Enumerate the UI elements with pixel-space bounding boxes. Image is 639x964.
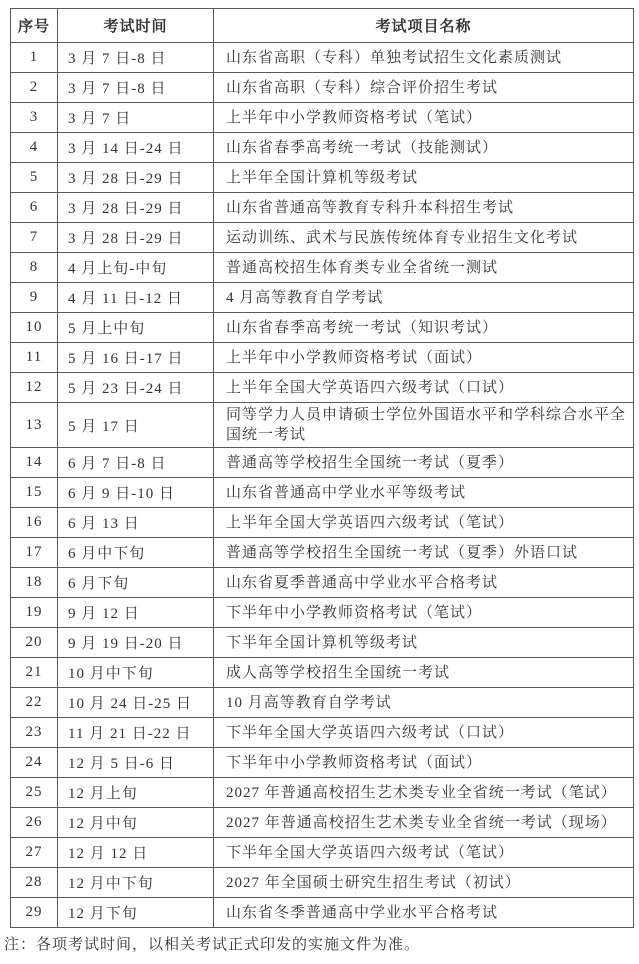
cell-no: 18 [11,568,58,598]
cell-time: 12 月 12 日 [58,838,214,868]
cell-no: 11 [11,343,58,373]
cell-no: 26 [11,808,58,838]
cell-name: 上半年全国计算机等级考试 [214,163,634,193]
cell-time: 9 月 19 日-20 日 [58,628,214,658]
cell-name: 上半年全国大学英语四六级考试（笔试） [214,508,634,538]
cell-no: 1 [11,43,58,73]
cell-no: 4 [11,133,58,163]
cell-time: 4 月 11 日-12 日 [58,283,214,313]
cell-no: 22 [11,688,58,718]
cell-time: 12 月下旬 [58,898,214,928]
cell-no: 9 [11,283,58,313]
cell-no: 5 [11,163,58,193]
table-row [11,748,634,778]
cell-time: 3 月 7 日-8 日 [58,73,214,103]
cell-no: 19 [11,598,58,628]
cell-no: 16 [11,508,58,538]
table-row [11,868,634,898]
table-row [11,718,634,748]
cell-name: 普通高校招生体育类专业全省统一测试 [214,253,634,283]
table-row [11,538,634,568]
cell-name: 成人高等学校招生全国统一考试 [214,658,634,688]
cell-time: 6 月下旬 [58,568,214,598]
cell-name: 山东省高职（专科）单独考试招生文化素质测试 [214,43,634,73]
cell-time: 3 月 28 日-29 日 [58,193,214,223]
cell-time: 5 月 17 日 [58,403,214,448]
table-row [11,598,634,628]
cell-time: 12 月中下旬 [58,868,214,898]
cell-name: 山东省春季高考统一考试（知识考试） [214,313,634,343]
cell-name: 4 月高等教育自学考试 [214,283,634,313]
cell-no: 7 [11,223,58,253]
cell-name: 下半年中小学教师资格考试（笔试） [214,598,634,628]
cell-name: 上半年中小学教师资格考试（面试） [214,343,634,373]
table-row [11,658,634,688]
cell-name: 上半年中小学教师资格考试（笔试） [214,103,634,133]
cell-time: 3 月 28 日-29 日 [58,163,214,193]
cell-time: 6 月 7 日-8 日 [58,448,214,478]
cell-name: 10 月高等教育自学考试 [214,688,634,718]
cell-name: 上半年全国大学英语四六级考试（口试） [214,373,634,403]
cell-no: 8 [11,253,58,283]
cell-name: 下半年全国大学英语四六级考试（笔试） [214,838,634,868]
cell-no: 3 [11,103,58,133]
cell-name: 山东省普通高等教育专科升本科招生考试 [214,193,634,223]
cell-no: 20 [11,628,58,658]
table-row [11,133,634,163]
cell-no: 14 [11,448,58,478]
cell-no: 27 [11,838,58,868]
cell-no: 2 [11,73,58,103]
cell-name: 同等学力人员申请硕士学位外国语水平和学科综合水平全国统一考试 [214,403,634,448]
cell-time: 5 月 23 日-24 日 [58,373,214,403]
table-row [11,403,634,448]
cell-time: 3 月 7 日-8 日 [58,43,214,73]
cell-no: 23 [11,718,58,748]
header-row [11,9,634,43]
table-row [11,688,634,718]
table-row [11,478,634,508]
cell-time: 12 月上旬 [58,778,214,808]
cell-no: 28 [11,868,58,898]
exam-schedule-table [10,8,634,928]
cell-no: 17 [11,538,58,568]
table-row [11,448,634,478]
table-row [11,373,634,403]
cell-no: 24 [11,748,58,778]
cell-name: 下半年中小学教师资格考试（面试） [214,748,634,778]
column-header-time: 考试时间 [58,9,214,43]
cell-time: 3 月 14 日-24 日 [58,133,214,163]
cell-no: 6 [11,193,58,223]
table-row [11,508,634,538]
cell-time: 11 月 21 日-22 日 [58,718,214,748]
cell-no: 25 [11,778,58,808]
cell-name: 普通高等学校招生全国统一考试（夏季）外语口试 [214,538,634,568]
cell-time: 9 月 12 日 [58,598,214,628]
cell-name: 下半年全国大学英语四六级考试（口试） [214,718,634,748]
cell-name: 山东省冬季普通高中学业水平合格考试 [214,898,634,928]
table-row [11,778,634,808]
cell-no: 12 [11,373,58,403]
cell-name: 山东省春季高考统一考试（技能测试） [214,133,634,163]
cell-time: 5 月 16 日-17 日 [58,343,214,373]
table-row [11,193,634,223]
cell-name: 山东省高职（专科）综合评价招生考试 [214,73,634,103]
cell-time: 6 月中下旬 [58,538,214,568]
cell-time: 12 月中旬 [58,808,214,838]
table-row [11,253,634,283]
table-row [11,43,634,73]
cell-name: 普通高等学校招生全国统一考试（夏季） [214,448,634,478]
table-row [11,808,634,838]
cell-name: 山东省夏季普通高中学业水平合格考试 [214,568,634,598]
footnote: 注：各项考试时间，以相关考试正式印发的实施文件为准。 [4,937,421,953]
cell-no: 29 [11,898,58,928]
column-header-name: 考试项目名称 [214,9,634,43]
cell-time: 10 月中下旬 [58,658,214,688]
cell-time: 3 月 7 日 [58,103,214,133]
table-row [11,163,634,193]
cell-name: 山东省普通高中学业水平等级考试 [214,478,634,508]
cell-time: 3 月 28 日-29 日 [58,223,214,253]
table-row [11,838,634,868]
cell-name: 2027 年普通高校招生艺术类专业全省统一考试（现场） [214,808,634,838]
table-row [11,628,634,658]
cell-no: 13 [11,403,58,448]
table-row [11,103,634,133]
cell-time: 6 月 13 日 [58,508,214,538]
cell-name: 下半年全国计算机等级考试 [214,628,634,658]
table-row [11,223,634,253]
table-row [11,73,634,103]
cell-no: 15 [11,478,58,508]
cell-name: 2027 年普通高校招生艺术类专业全省统一考试（笔试） [214,778,634,808]
table-body [11,43,634,928]
table-row [11,898,634,928]
cell-no: 10 [11,313,58,343]
cell-name: 运动训练、武术与民族传统体育专业招生文化考试 [214,223,634,253]
table-header [11,9,634,43]
cell-time: 10 月 24 日-25 日 [58,688,214,718]
table-row [11,283,634,313]
table-row [11,343,634,373]
cell-no: 21 [11,658,58,688]
cell-time: 4 月上旬-中旬 [58,253,214,283]
cell-time: 6 月 9 日-10 日 [58,478,214,508]
cell-time: 5 月上中旬 [58,313,214,343]
column-header-no: 序号 [11,9,58,43]
cell-name: 2027 年全国硕士研究生招生考试（初试） [214,868,634,898]
table-row [11,313,634,343]
document-page [0,8,639,964]
cell-time: 12 月 5 日-6 日 [58,748,214,778]
table-row [11,568,634,598]
